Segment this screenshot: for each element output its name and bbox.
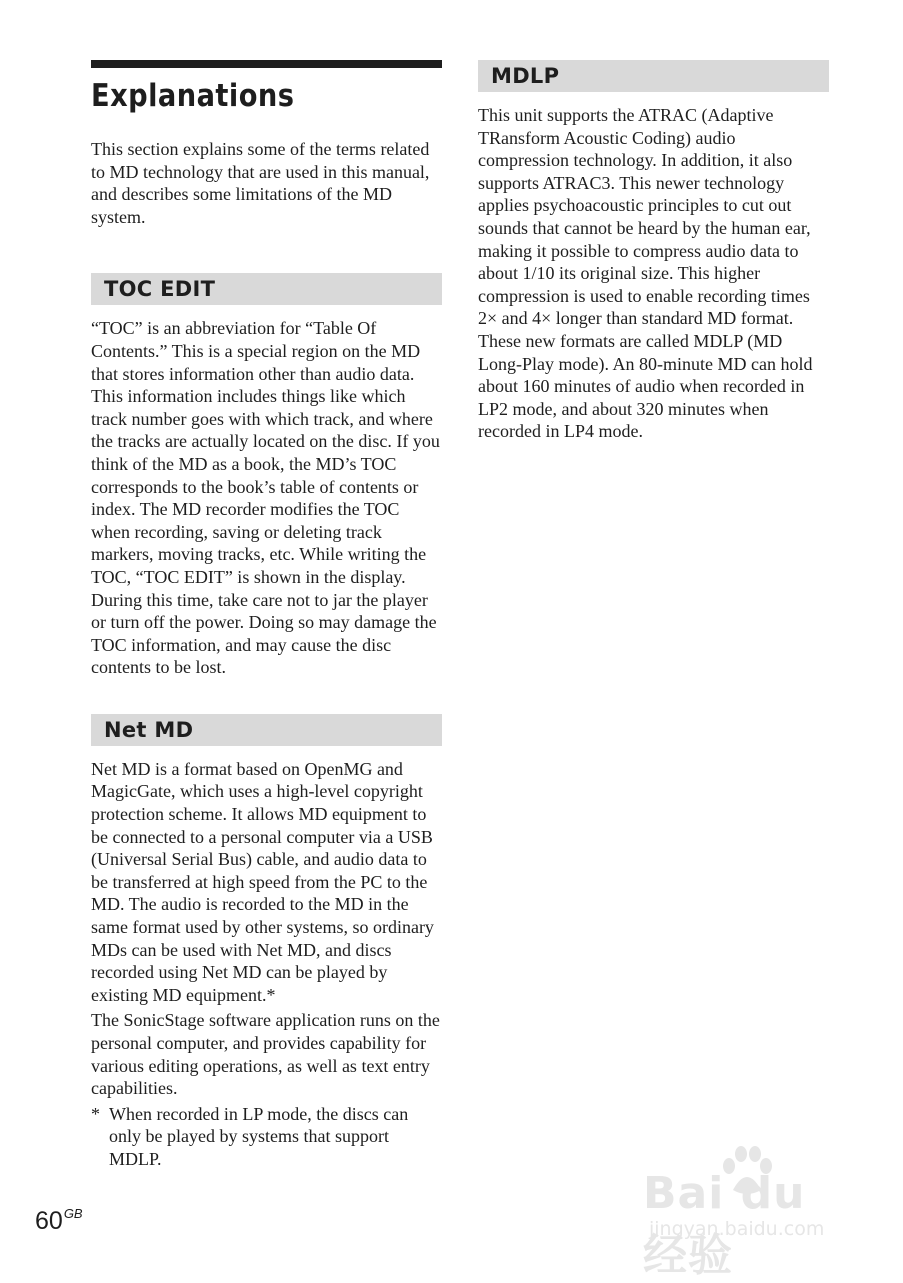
watermark-url: jingyan.baidu.com [649,1218,825,1240]
section-heading-net-md: Net MD [91,714,442,746]
toc-edit-paragraph: “TOC” is an abbreviation for “Table Of Contents.” This is a special region on the MD that stores information other than audio data. This information includes things like which track number goes with which track, and where the tracks are actually located on the disc. If you think of the MD as a book, the MD’s TOC corresponds to the book’s table of contents or index. The MD recorder modifies the TOC when recording, saving or deleting track markers, moving tracks, etc. While writing the TOC, “TOC EDIT” is shown in the display. During this time, take care not to jar the player or turn off the power. Doing so may damage the TOC information, and may cause the disc contents to be lost. [91,318,440,678]
page-number-value: 60 [35,1207,63,1235]
title-rule [91,60,442,68]
net-md-paragraph-2: The SonicStage software application runs on the personal computer, and provides capability for various editing operations, as well as text entry capabilities. [91,1010,440,1099]
mdlp-paragraph: This unit supports the ATRAC (Adaptive TRansform Acoustic Coding) audio compression technology. In addition, it also supports ATRAC3. This newer technology applies psychoacoustic principles to cut out sounds that cannot be heard by the human ear, making it possible to compress audio data to about 1/10 its original size. This higher compression is used to enable recording times 2× and 4× longer than standard MD format. These new formats are called MDLP (MD Long-Play mode). An 80-minute MD can hold about 160 minutes of audio when recorded in LP2 mode, and about 320 minutes when recorded in LP4 mode. [478,105,813,442]
page-number-suffix: GB [63,1206,83,1221]
footnote-text: When recorded in LP mode, the discs can only be played by systems that support MDLP. [109,1103,409,1169]
page-title: Explanations [91,78,295,114]
net-md-footnote [91,1103,442,1171]
page-number [35,1206,83,1236]
left-column [91,60,442,1171]
net-md-paragraph-1: Net MD is a format based on OpenMG and MagicGate, which uses a high-level copyright protection scheme. It allows MD equipment to be connected to a personal computer via a USB (Universal Serial Bus) cable, and audio data to be transferred at high speed from the PC to the MD. The audio is recorded to the MD in the same format used by other systems, so ordinary MDs can be used with Net MD, and discs recorded using Net MD can be played by existing MD equipment.* [91,758,434,1005]
section-heading-mdlp: MDLP [478,60,829,92]
watermark-logo: Bai du 经验 [643,1168,806,1281]
intro-paragraph: This section explains some of the terms related to MD technology that are used in this manual, and describes some limitations of the MD system. [91,139,430,227]
section-heading-toc-edit: TOC EDIT [91,273,442,305]
footnote-mark: * [91,1103,100,1124]
watermark [643,1150,853,1281]
right-column [478,60,829,443]
